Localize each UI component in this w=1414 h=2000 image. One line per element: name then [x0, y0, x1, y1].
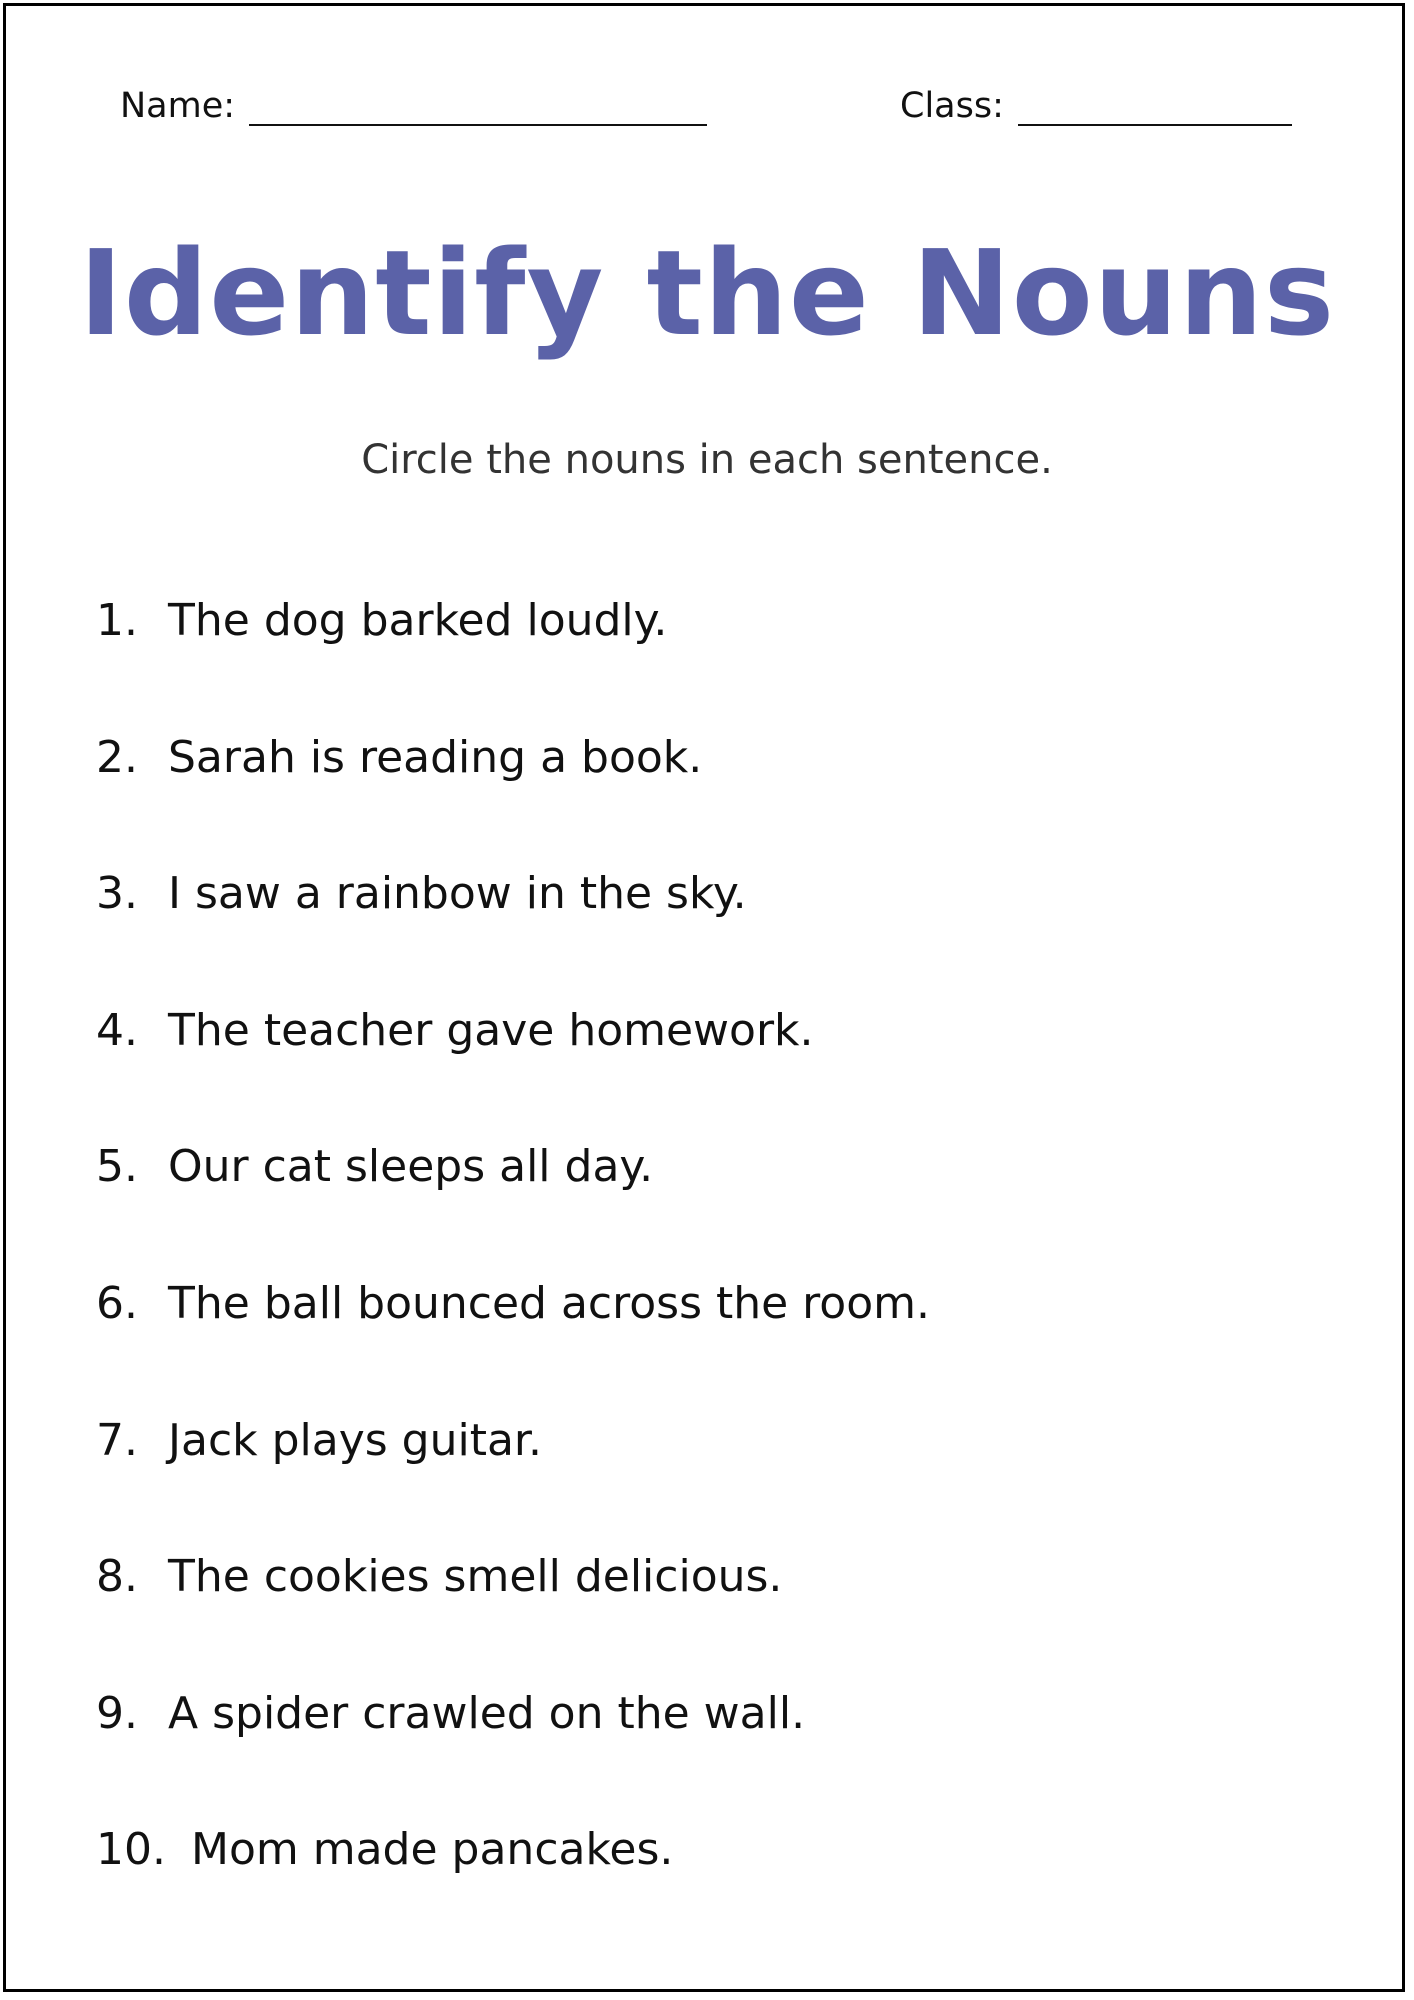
header-fields — [120, 84, 1294, 134]
sentence-text: The teacher gave homework. — [168, 1004, 814, 1056]
sentence-number: 2. — [96, 731, 138, 783]
name-field[interactable] — [120, 84, 707, 128]
sentence-number: 4. — [96, 1004, 138, 1056]
name-blank-line[interactable] — [249, 84, 707, 126]
sentence-text: Sarah is reading a book. — [168, 731, 703, 783]
sentence-text: Our cat sleeps all day. — [168, 1141, 654, 1193]
sentence-number: 9. — [96, 1687, 138, 1739]
name-label: Name: — [120, 86, 236, 126]
sentence-number: 1. — [96, 595, 138, 646]
sentence-item — [96, 725, 930, 862]
sentence-text: The ball bounced across the room. — [168, 1277, 930, 1329]
class-blank-line[interactable] — [1018, 84, 1292, 126]
sentence-text: Mom made pancakes. — [191, 1824, 674, 1876]
sentence-text: A spider crawled on the wall. — [168, 1687, 806, 1739]
class-label: Class: — [900, 86, 1004, 126]
sentence-item — [96, 861, 930, 998]
sentence-item — [96, 1271, 930, 1408]
sentence-number: 3. — [96, 868, 138, 920]
sentence-number: 10. — [96, 1824, 166, 1876]
sentence-number: 8. — [96, 1551, 138, 1603]
sentence-item — [96, 998, 930, 1135]
sentence-number: 6. — [96, 1277, 138, 1329]
sentence-number: 5. — [96, 1141, 138, 1193]
sentence-item — [96, 588, 930, 725]
sentence-number: 7. — [96, 1414, 138, 1466]
sentence-item — [96, 1544, 930, 1681]
page-title: Identify the Nouns — [78, 224, 1336, 362]
sentence-text: The dog barked loudly. — [168, 595, 668, 646]
sentence-list — [96, 588, 930, 1954]
sentence-text: I saw a rainbow in the sky. — [168, 868, 747, 920]
instruction-text: Circle the nouns in each sentence. — [361, 437, 1053, 483]
sentence-item — [96, 1134, 930, 1271]
sentence-text: The cookies smell delicious. — [168, 1551, 783, 1603]
sentence-item — [96, 1817, 930, 1954]
sentence-item — [96, 1681, 930, 1818]
class-field[interactable] — [900, 84, 1292, 128]
sentence-item — [96, 1408, 930, 1545]
sentence-text: Jack plays guitar. — [168, 1414, 542, 1466]
